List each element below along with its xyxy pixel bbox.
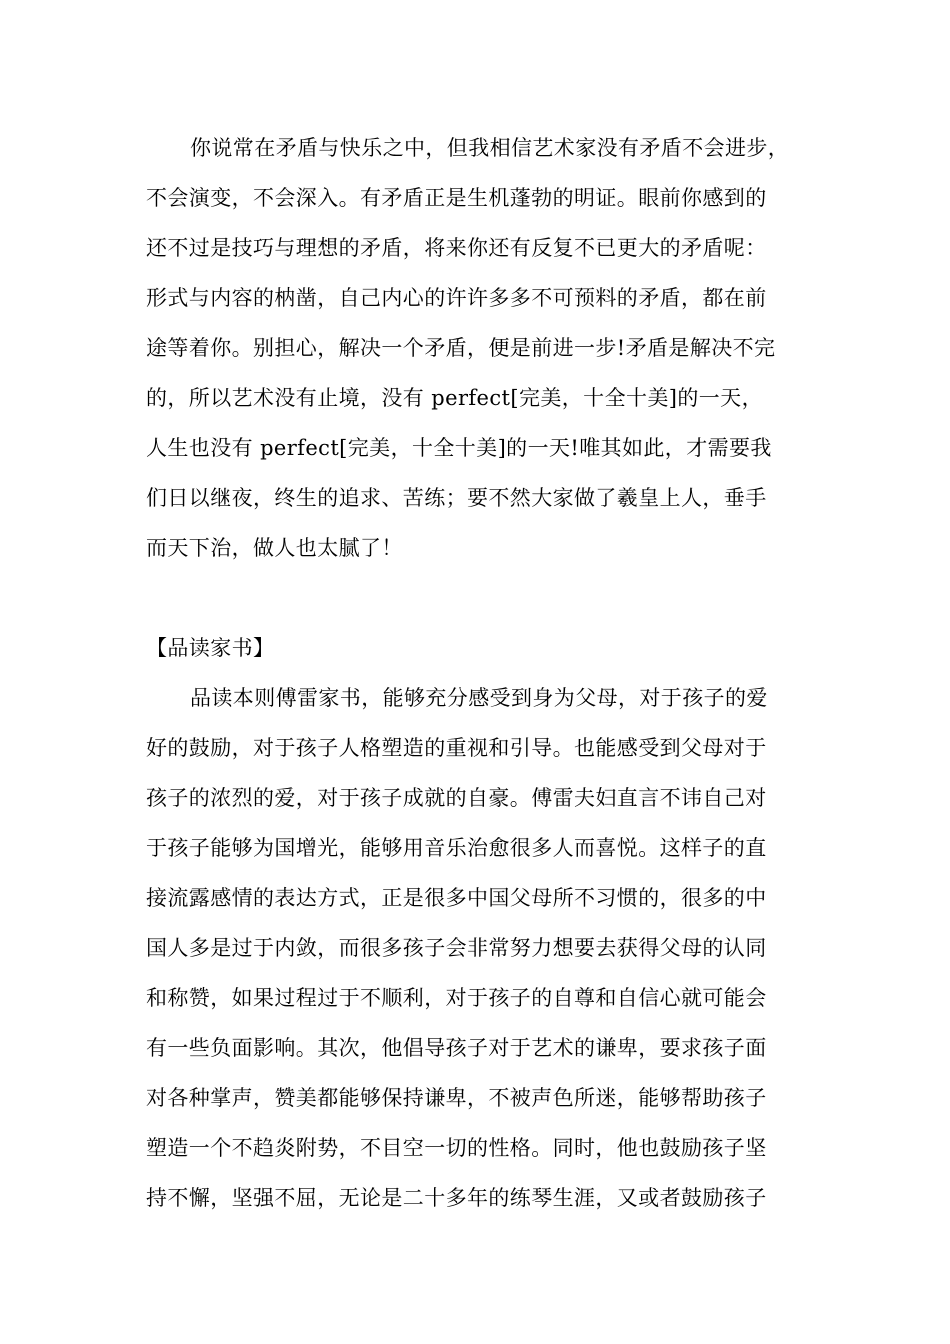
paragraph-line: 途等着你。别担心，解决一个矛盾，便是前进一步!矛盾是解决不完 <box>146 336 776 360</box>
paragraph-line: 有一些负面影响。其次，他倡导孩子对于艺术的谦卑，要求孩子面 <box>146 1036 767 1060</box>
paragraph-line: 不会演变，不会深入。有矛盾正是生机蓬勃的明证。眼前你感到的 <box>146 186 767 210</box>
paragraph-line: 好的鼓励，对于孩子人格塑造的重视和引导。也能感受到父母对于 <box>146 736 767 760</box>
paragraph-line: 形式与内容的枘凿，自己内心的许许多多不可预料的矛盾，都在前 <box>146 286 767 310</box>
paragraph-line: 还不过是技巧与理想的矛盾，将来你还有反复不已更大的矛盾呢： <box>146 236 767 260</box>
paragraph-line: 接流露感情的表达方式，正是很多中国父母所不习惯的，很多的中 <box>146 886 767 910</box>
paragraph-line: 人生也没有 perfect[完美，十全十美]的一天!唯其如此，才需要我 <box>146 436 772 460</box>
paragraph-line: 国人多是过于内敛，而很多孩子会非常努力想要去获得父母的认同 <box>146 936 767 960</box>
paragraph-line: 而天下治，做人也太腻了！ <box>146 536 403 560</box>
paragraph-line: 品读本则傅雷家书，能够充分感受到身为父母，对于孩子的爱 <box>190 686 768 710</box>
paragraph-line: 持不懈，坚强不屈，无论是二十多年的练琴生涯，又或者鼓励孩子 <box>146 1186 767 1210</box>
paragraph-line: 孩子的浓烈的爱，对于孩子成就的自豪。傅雷夫妇直言不讳自己对 <box>146 786 767 810</box>
paragraph-line: 们日以继夜，终生的追求、苦练；要不然大家做了羲皇上人，垂手 <box>146 486 767 510</box>
section-heading: 【品读家书】 <box>146 636 275 660</box>
paragraph-line: 的，所以艺术没有止境，没有 perfect[完美，十全十美]的一天， <box>146 386 763 410</box>
paragraph-line: 对各种掌声，赞美都能够保持谦卑，不被声色所迷，能够帮助孩子 <box>146 1086 767 1110</box>
paragraph-line: 于孩子能够为国增光，能够用音乐治愈很多人而喜悦。这样子的直 <box>146 836 767 860</box>
paragraph-line: 你说常在矛盾与快乐之中，但我相信艺术家没有矛盾不会进步， <box>190 136 790 160</box>
paragraph-line: 和称赞，如果过程过于不顺利，对于孩子的自尊和自信心就可能会 <box>146 986 767 1010</box>
paragraph-line: 塑造一个不趋炎附势，不目空一切的性格。同时，他也鼓励孩子坚 <box>146 1136 767 1160</box>
